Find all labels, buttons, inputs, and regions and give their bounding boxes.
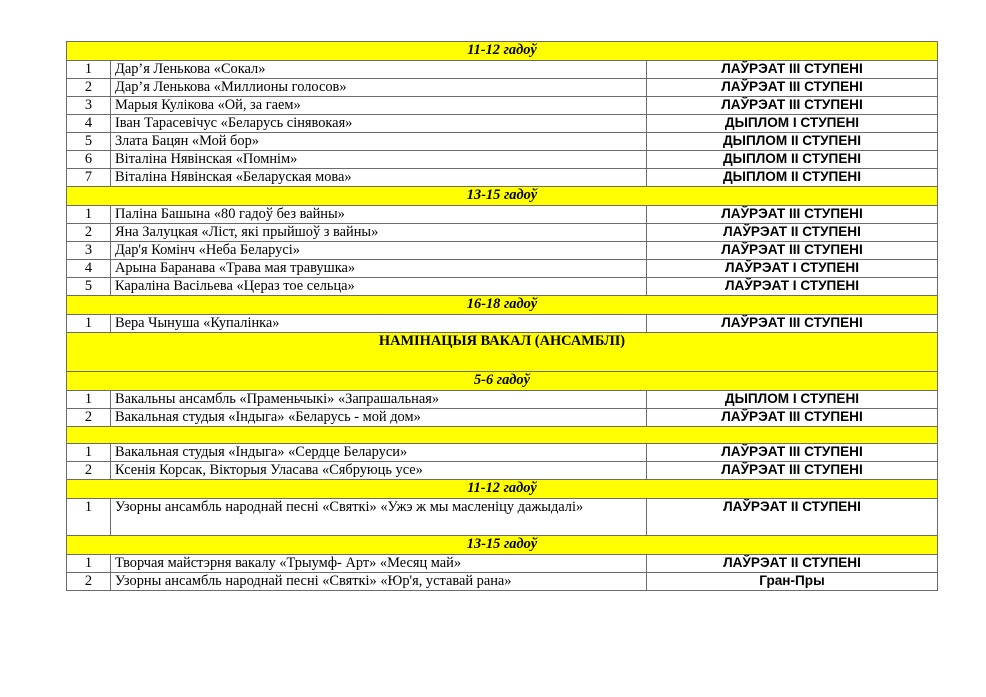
entry-number: 1 bbox=[67, 444, 111, 462]
table-row bbox=[67, 151, 938, 169]
entry-number: 2 bbox=[67, 79, 111, 97]
entry-award: ЛАЎРЭАТ ІІІ СТУПЕНІ bbox=[647, 79, 938, 97]
table-row bbox=[67, 242, 938, 260]
table-row bbox=[67, 97, 938, 115]
entry-participant: Ксенія Корсак, Вікторыя Уласава «Сябруюць усе» bbox=[111, 462, 647, 480]
entry-number: 1 bbox=[67, 499, 111, 536]
entry-number: 3 bbox=[67, 97, 111, 115]
entry-participant: Віталіна Нявінская «Помнім» bbox=[111, 151, 647, 169]
entry-number: 1 bbox=[67, 61, 111, 79]
entry-award: ЛАЎРЭАТ ІІІ СТУПЕНІ bbox=[647, 242, 938, 260]
age-group-header: 5-6 гадоў bbox=[67, 372, 938, 391]
table-row bbox=[67, 444, 938, 462]
entry-participant: Узорны ансамбль народнай песні «Святкі» «Ужэ ж мы масленіцу дажыдалі» bbox=[111, 499, 647, 536]
entry-number: 3 bbox=[67, 242, 111, 260]
table-row bbox=[67, 260, 938, 278]
entry-participant: Вакальны ансамбль «Праменьчыкі» «Запрашальная» bbox=[111, 391, 647, 409]
table-row bbox=[67, 133, 938, 151]
entry-award: ДЫПЛОМ І СТУПЕНІ bbox=[647, 391, 938, 409]
age-group-header-row bbox=[67, 187, 938, 206]
age-group-header-row bbox=[67, 372, 938, 391]
entry-number: 4 bbox=[67, 260, 111, 278]
entry-award: ДЫПЛОМ ІІ СТУПЕНІ bbox=[647, 169, 938, 187]
entry-award: ЛАЎРЭАТ ІІІ СТУПЕНІ bbox=[647, 409, 938, 427]
entry-number: 2 bbox=[67, 409, 111, 427]
entry-number: 1 bbox=[67, 391, 111, 409]
entry-award: ЛАЎРЭАТ ІІІ СТУПЕНІ bbox=[647, 315, 938, 333]
table-row bbox=[67, 115, 938, 133]
entry-participant: Злата Бацян «Мой бор» bbox=[111, 133, 647, 151]
table-row bbox=[67, 315, 938, 333]
nomination-header-row bbox=[67, 333, 938, 372]
entry-number: 1 bbox=[67, 555, 111, 573]
entry-participant: Іван Тарасевічус «Беларусь сінявокая» bbox=[111, 115, 647, 133]
entry-award: ЛАЎРЭАТ ІІІ СТУПЕНІ bbox=[647, 61, 938, 79]
results-table bbox=[66, 41, 938, 591]
entry-award: ДЫПЛОМ ІІ СТУПЕНІ bbox=[647, 133, 938, 151]
entry-number: 2 bbox=[67, 573, 111, 591]
entry-award: ДЫПЛОМ ІІ СТУПЕНІ bbox=[647, 151, 938, 169]
section-header-empty-row bbox=[67, 427, 938, 444]
entry-number: 6 bbox=[67, 151, 111, 169]
entry-award: ЛАЎРЭАТ ІІІ СТУПЕНІ bbox=[647, 97, 938, 115]
table-row bbox=[67, 409, 938, 427]
entry-number: 2 bbox=[67, 224, 111, 242]
entry-award: ЛАЎРЭАТ І СТУПЕНІ bbox=[647, 278, 938, 296]
entry-number: 5 bbox=[67, 278, 111, 296]
entry-award: ДЫПЛОМ І СТУПЕНІ bbox=[647, 115, 938, 133]
table-row bbox=[67, 391, 938, 409]
entry-number: 1 bbox=[67, 206, 111, 224]
table-row bbox=[67, 555, 938, 573]
age-group-header-row bbox=[67, 536, 938, 555]
entry-participant: Творчая майстэрня вакалу «Трыумф- Арт» «Месяц май» bbox=[111, 555, 647, 573]
age-group-header-row bbox=[67, 42, 938, 61]
entry-award: ЛАЎРЭАТ ІІІ СТУПЕНІ bbox=[647, 444, 938, 462]
table-row bbox=[67, 573, 938, 591]
entry-participant: Марыя Кулікова «Ой, за гаем» bbox=[111, 97, 647, 115]
age-group-header: 13-15 гадоў bbox=[67, 187, 938, 206]
age-group-header-row bbox=[67, 480, 938, 499]
table-row bbox=[67, 206, 938, 224]
age-group-header-row bbox=[67, 296, 938, 315]
table-row bbox=[67, 79, 938, 97]
entry-participant: Вакальная студыя «Індыга» «Беларусь - мой дом» bbox=[111, 409, 647, 427]
entry-participant: Віталіна Нявінская «Беларуская мова» bbox=[111, 169, 647, 187]
entry-participant: Дар'я Комінч «Неба Беларусі» bbox=[111, 242, 647, 260]
entry-award: ЛАЎРЭАТ ІІ СТУПЕНІ bbox=[647, 555, 938, 573]
section-header-empty bbox=[67, 427, 938, 444]
entry-participant: Узорны ансамбль народнай песні «Святкі» «Юр'я, уставай рана» bbox=[111, 573, 647, 591]
table-row bbox=[67, 224, 938, 242]
entry-participant: Дар’я Ленькова «Миллионы голосов» bbox=[111, 79, 647, 97]
entry-participant: Арына Баранава «Трава мая травушка» bbox=[111, 260, 647, 278]
table-row bbox=[67, 61, 938, 79]
entry-number: 2 bbox=[67, 462, 111, 480]
entry-number: 7 bbox=[67, 169, 111, 187]
age-group-header: 11-12 гадоў bbox=[67, 480, 938, 499]
entry-award: ЛАЎРЭАТ ІІ СТУПЕНІ bbox=[647, 499, 938, 536]
entry-participant: Вера Чынуша «Купалінка» bbox=[111, 315, 647, 333]
entry-number: 1 bbox=[67, 315, 111, 333]
entry-number: 5 bbox=[67, 133, 111, 151]
age-group-header: 16-18 гадоў bbox=[67, 296, 938, 315]
table-row bbox=[67, 462, 938, 480]
entry-award: Гран-Пры bbox=[647, 573, 938, 591]
entry-award: ЛАЎРЭАТ ІІІ СТУПЕНІ bbox=[647, 206, 938, 224]
table-row bbox=[67, 499, 938, 536]
entry-participant: Яна Залуцкая «Ліст, які прыйшоў з вайны» bbox=[111, 224, 647, 242]
entry-participant: Вакальная студыя «Індыга» «Сердце Беларуси» bbox=[111, 444, 647, 462]
entry-award: ЛАЎРЭАТ ІІІ СТУПЕНІ bbox=[647, 462, 938, 480]
table-row bbox=[67, 169, 938, 187]
results-table-body bbox=[67, 42, 938, 591]
nomination-header: НАМІНАЦЫЯ ВАКАЛ (АНСАМБЛІ) bbox=[67, 333, 938, 372]
age-group-header: 11-12 гадоў bbox=[67, 42, 938, 61]
entry-participant: Караліна Васільева «Цераз тое сельца» bbox=[111, 278, 647, 296]
age-group-header: 13-15 гадоў bbox=[67, 536, 938, 555]
entry-award: ЛАЎРЭАТ І СТУПЕНІ bbox=[647, 260, 938, 278]
entry-participant: Дар’я Ленькова «Сокал» bbox=[111, 61, 647, 79]
entry-number: 4 bbox=[67, 115, 111, 133]
entry-participant: Паліна Башына «80 гадоў без вайны» bbox=[111, 206, 647, 224]
entry-award: ЛАЎРЭАТ ІІ СТУПЕНІ bbox=[647, 224, 938, 242]
table-row bbox=[67, 278, 938, 296]
